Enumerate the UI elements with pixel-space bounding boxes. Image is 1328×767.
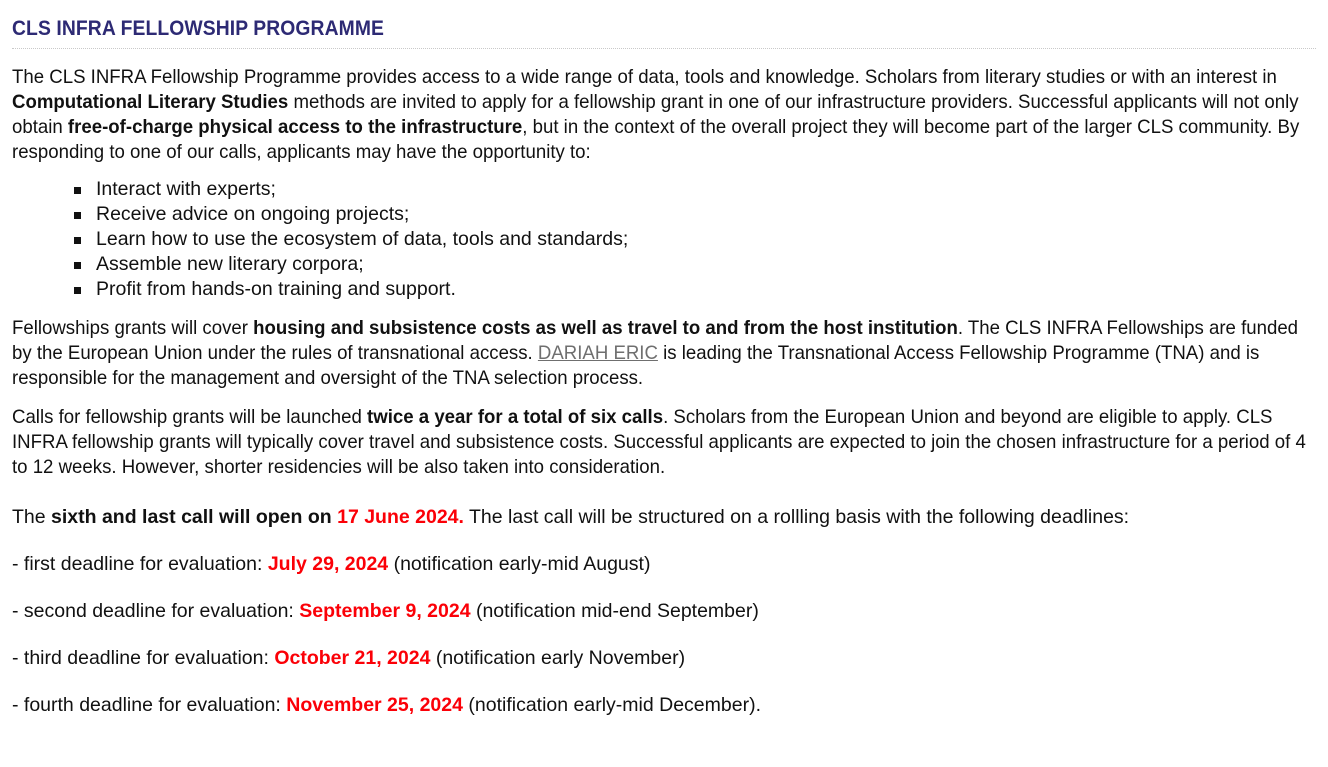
deadline-date: October 21, 2024 xyxy=(274,647,431,669)
list-item xyxy=(74,227,1316,252)
calls-paragraph xyxy=(12,405,1313,480)
calls-text-2: . Scholars from the European Union and beyond are eligible to apply. CLS INFRA fellowship grants will typically cover travel and subsistence costs. Successful applicants are expected to join the chosen infrastructure for a period of 4 to 12 weeks. However, shorter residencies will be also taken into consideration. xyxy=(12,406,1306,478)
intro-text-2: methods are invited to apply for a fellowship grant in one of our infrastructure providers. Successful applicants will not only obtain xyxy=(12,91,1299,138)
list-item xyxy=(74,202,1316,227)
last-call-text-1: The xyxy=(12,506,52,528)
deadline-date: July 29, 2024 xyxy=(267,553,389,575)
page-content xyxy=(0,18,1328,718)
funding-paragraph xyxy=(12,316,1313,391)
deadline-row xyxy=(12,552,1316,577)
last-call-bold: sixth and last call will open on xyxy=(51,506,338,528)
page-title: CLS INFRA FELLOWSHIP PROGRAMME xyxy=(12,17,384,40)
funding-text-3: is leading the Transnational Access Fellowship Programme (TNA) and is responsible for the management and oversight of the TNA selection process. xyxy=(12,342,1260,389)
dariah-eric-link[interactable]: DARIAH ERIC xyxy=(537,342,658,364)
calls-text-1: Calls for fellowship grants will be launched xyxy=(12,406,368,428)
intro-bold-free-access: free-of-charge physical access to the infrastructure xyxy=(67,116,523,138)
list-item xyxy=(74,252,1316,277)
list-item xyxy=(74,177,1316,202)
title-divider xyxy=(12,48,1316,49)
list-item-label: Learn how to use the ecosystem of data, tools and standards; xyxy=(96,228,629,250)
intro-text-1: The CLS INFRA Fellowship Programme provides access to a wide range of data, tools and knowledge. Scholars from literary studies or with an interest in xyxy=(12,66,1277,88)
last-call-paragraph xyxy=(12,505,1316,530)
deadline-label: - third deadline for evaluation: xyxy=(12,647,275,669)
intro-bold-cls-methods: Computational Literary Studies xyxy=(12,91,289,113)
deadline-row xyxy=(12,599,1316,624)
deadline-label: - second deadline for evaluation: xyxy=(12,600,300,622)
funding-bold-costs: housing and subsistence costs as well as travel to and from the host institution xyxy=(253,317,958,339)
deadline-note: (notification early-mid August) xyxy=(388,553,651,575)
opportunity-list xyxy=(12,177,1316,302)
list-item-label: Assemble new literary corpora; xyxy=(96,253,364,275)
deadline-note: (notification mid-end September) xyxy=(470,600,759,622)
deadline-note: (notification early-mid December). xyxy=(462,694,761,716)
intro-text-3: , but in the context of the overall project they will become part of the larger CLS community. By responding to one of our calls, applicants may have the opportunity to: xyxy=(12,116,1300,163)
deadline-row xyxy=(12,693,1316,718)
funding-text-2: . The CLS INFRA Fellowships are funded by the European Union under the rules of transnational access. xyxy=(12,317,1299,364)
list-item-label: Profit from hands-on training and support. xyxy=(96,278,456,300)
deadline-label: - fourth deadline for evaluation: xyxy=(12,694,287,716)
deadline-date: September 9, 2024 xyxy=(299,600,471,622)
last-call-open-date: 17 June 2024. xyxy=(337,506,464,528)
list-item-label: Interact with experts; xyxy=(96,178,276,200)
list-item xyxy=(74,277,1316,302)
deadline-date: November 25, 2024 xyxy=(286,694,463,716)
calls-bold-six-calls: twice a year for a total of six calls xyxy=(367,406,664,428)
list-item-label: Receive advice on ongoing projects; xyxy=(96,203,410,225)
last-call-text-2: The last call will be structured on a rollling basis with the following deadlines: xyxy=(463,506,1130,528)
deadline-row xyxy=(12,646,1316,671)
intro-paragraph xyxy=(12,65,1313,165)
deadline-note: (notification early November) xyxy=(430,647,686,669)
funding-text-1: Fellowships grants will cover xyxy=(12,317,254,339)
deadline-label: - first deadline for evaluation: xyxy=(12,553,268,575)
